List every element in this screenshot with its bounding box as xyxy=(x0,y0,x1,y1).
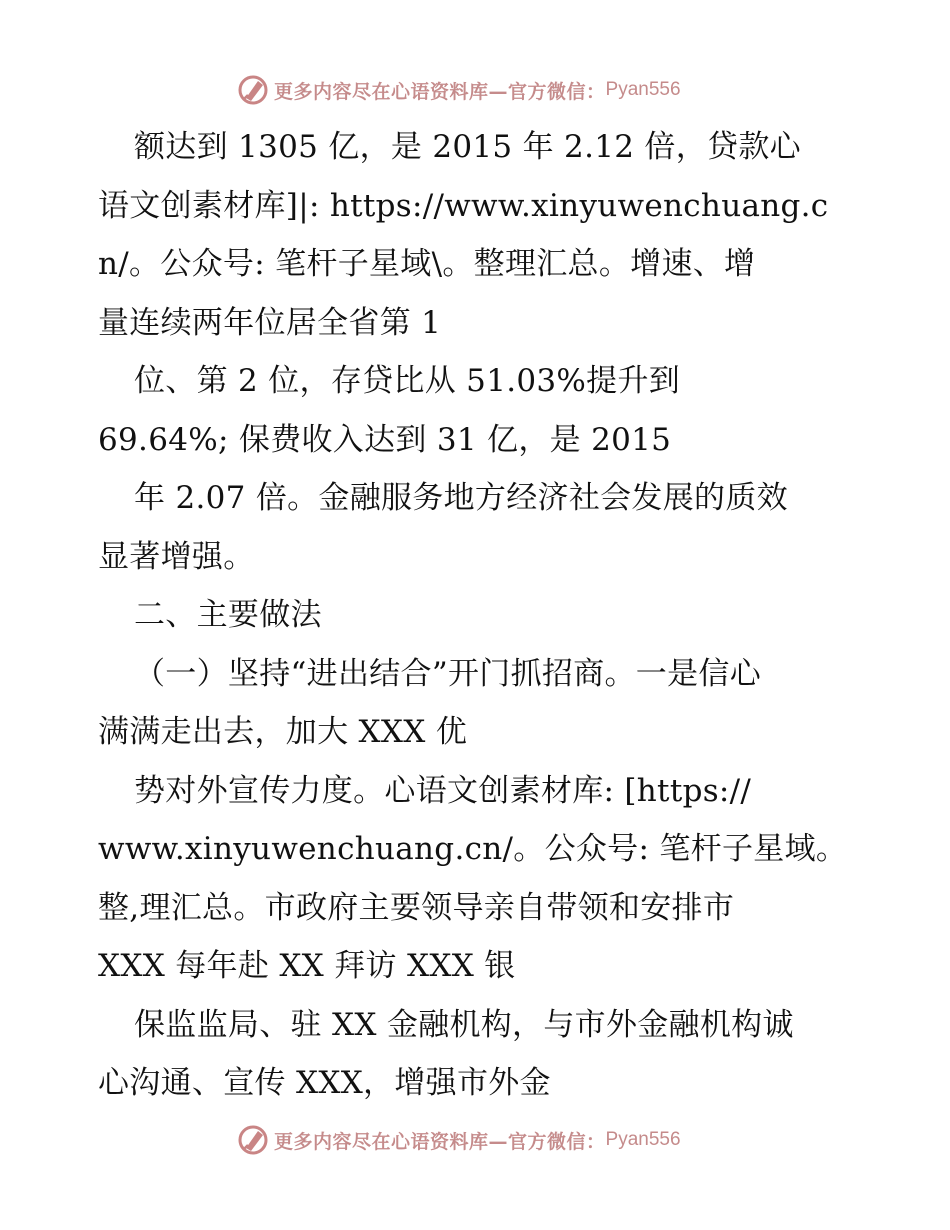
header-watermark xyxy=(236,72,681,108)
text-line: 势对外宣传力度。心语文创素材库: [https:// xyxy=(134,772,752,809)
text-line: 显著增强。 xyxy=(98,538,255,575)
watermark-wechat-id: Pyan556 xyxy=(605,1129,681,1150)
text-line: www.xinyuwenchuang.cn/。公众号: 笔杆子星域。 xyxy=(98,831,848,867)
watermark-text: 更多内容尽在心语资料库—官方微信： xyxy=(274,1130,606,1153)
pen-nib-logo-icon xyxy=(236,73,270,107)
pen-nib-logo-icon xyxy=(236,1123,270,1157)
text-line: 年 2.07 倍。金融服务地方经济社会发展的质效 xyxy=(134,480,788,516)
watermark-text: 更多内容尽在心语资料库—官方微信： xyxy=(274,80,606,103)
text-line: 保监监局、驻 XX 金融机构，与市外金融机构诚 xyxy=(134,1006,794,1043)
text-line: 语文创素材库]|: https://www.xinyuwenchuang.c xyxy=(98,187,829,224)
text-line: 心沟通、宣传 XXX，增强市外金 xyxy=(98,1065,551,1101)
text-line: 满满走出去，加大 XXX 优 xyxy=(98,714,468,750)
document-body xyxy=(98,118,858,1113)
footer-watermark xyxy=(236,1122,681,1158)
text-line: n/。公众号: 笔杆子星域\。整理汇总。增速、增 xyxy=(98,246,756,282)
section-heading: 二、主要做法 xyxy=(134,597,322,633)
text-line: 整,理汇总。市政府主要领导亲自带领和安排市 xyxy=(98,889,735,926)
text-line: XXX 每年赴 XX 拜访 XXX 银 xyxy=(98,948,516,984)
text-line: 位、第 2 位，存贷比从 51.03%提升到 xyxy=(134,363,681,399)
subsection-heading-line: （一）坚持“进出结合”开门抓招商。一是信心 xyxy=(134,655,761,692)
text-line: 额达到 1305 亿，是 2015 年 2.12 倍，贷款心 xyxy=(134,129,801,165)
watermark-wechat-id: Pyan556 xyxy=(605,79,681,100)
text-line: 69.64%; 保费收入达到 31 亿，是 2015 xyxy=(98,421,672,458)
text-line: 量连续两年位居全省第 1 xyxy=(98,304,442,341)
